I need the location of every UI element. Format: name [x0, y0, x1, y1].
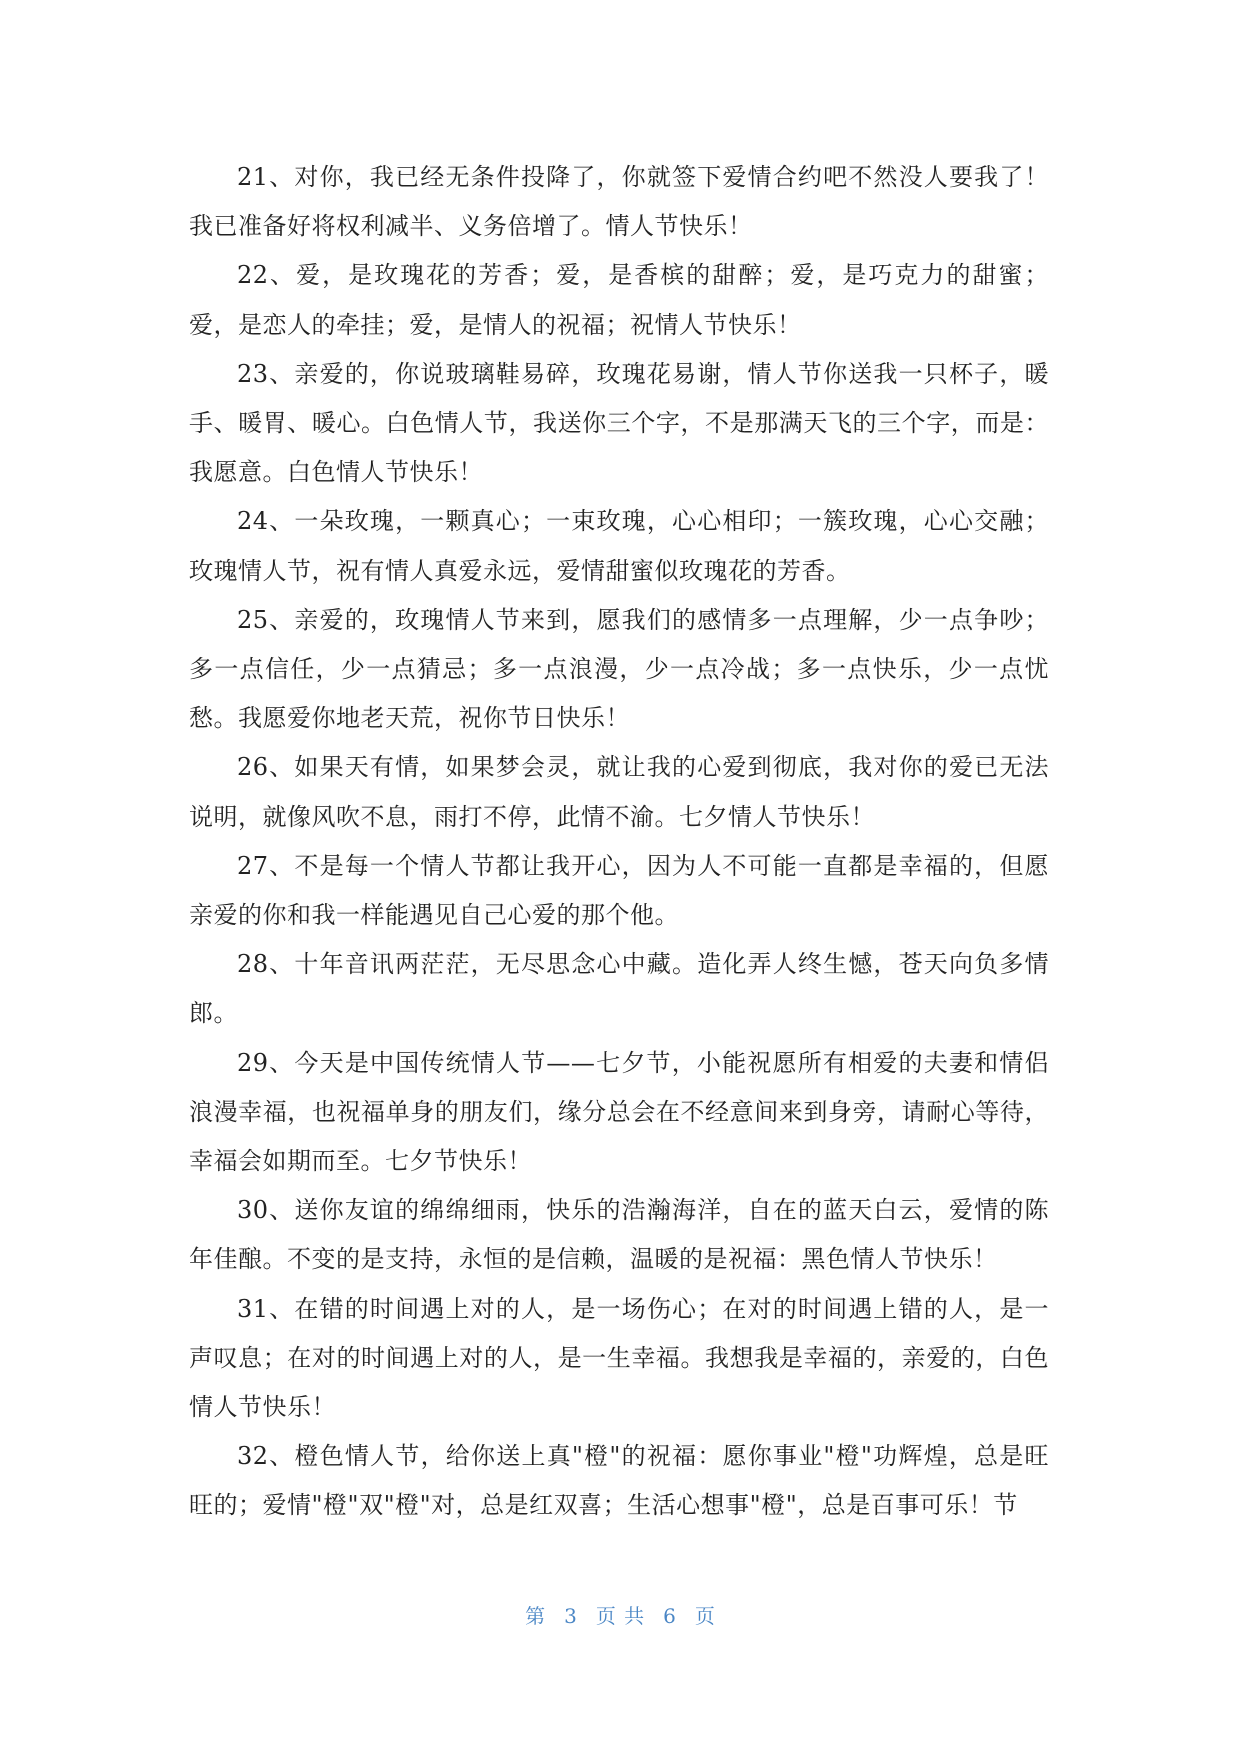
document-body [189, 153, 1049, 1531]
footer-suffix: 页 [694, 1604, 716, 1628]
paragraph-30: 30、送你友谊的绵绵细雨，快乐的浩瀚海洋，自在的蓝天白云，爱情的陈年佳酿。不变的是支持，永恒的是信赖，温暖的是祝福：黑色情人节快乐！ [189, 1196, 1049, 1274]
page-footer [0, 1600, 1241, 1629]
paragraph-32: 32、橙色情人节，给你送上真"橙"的祝福：愿你事业"橙"功辉煌，总是旺旺的；爱情"橙"双"橙"对，总是红双喜；生活心想事"橙"，总是百事可乐！节 [189, 1442, 1049, 1520]
paragraph-24: 24、一朵玫瑰，一颗真心；一束玫瑰，心心相印；一簇玫瑰，心心交融；玫瑰情人节，祝有情人真爱永远，爱情甜蜜似玫瑰花的芳香。 [189, 507, 1049, 585]
paragraph-27: 27、不是每一个情人节都让我开心，因为人不可能一直都是幸福的，但愿亲爱的你和我一样能遇见自己心爱的那个他。 [189, 851, 1049, 930]
footer-total-pages: 6 [663, 1604, 677, 1628]
paragraph-25: 25、亲爱的，玫瑰情人节来到，愿我们的感情多一点理解，少一点争吵；多一点信任，少一点猜忌；多一点浪漫，少一点冷战；多一点快乐，少一点忧愁。我愿爱你地老天荒，祝你节日快乐！ [189, 605, 1049, 733]
paragraph-28: 28、十年音讯两茫茫，无尽思念心中藏。造化弄人终生憾，苍天向负多情郎。 [189, 950, 1049, 1028]
footer-current-page: 3 [564, 1604, 578, 1628]
paragraph-31: 31、在错的时间遇上对的人，是一场伤心；在对的时间遇上错的人，是一声叹息；在对的时间遇上对的人，是一生幸福。我想我是幸福的，亲爱的，白色情人节快乐！ [189, 1294, 1049, 1422]
paragraph-21: 21、对你，我已经无条件投降了，你就签下爱情合约吧不然没人要我了！我已准备好将权利减半、义务倍增了。情人节快乐！ [189, 163, 1049, 241]
paragraph-26: 26、如果天有情，如果梦会灵，就让我的心爱到彻底，我对你的爱已无法说明，就像风吹不息，雨打不停，此情不渝。七夕情人节快乐！ [189, 753, 1049, 831]
footer-prefix: 第 [525, 1604, 547, 1628]
paragraph-22: 22、爱，是玫瑰花的芳香；爱，是香槟的甜醉；爱，是巧克力的甜蜜；爱，是恋人的牵挂；爱，是情人的祝福；祝情人节快乐！ [189, 261, 1049, 339]
paragraph-29: 29、今天是中国传统情人节——七夕节，小能祝愿所有相爱的夫妻和情侣浪漫幸福，也祝福单身的朋友们，缘分总会在不经意间来到身旁，请耐心等待，幸福会如期而至。七夕节快乐！ [189, 1048, 1049, 1176]
paragraph-23: 23、亲爱的，你说玻璃鞋易碎，玫瑰花易谢，情人节你送我一只杯子，暖手、暖胃、暖心。白色情人节，我送你三个字，不是那满天飞的三个字，而是：我愿意。白色情人节快乐！ [189, 359, 1049, 487]
footer-middle: 页 共 [595, 1604, 646, 1628]
